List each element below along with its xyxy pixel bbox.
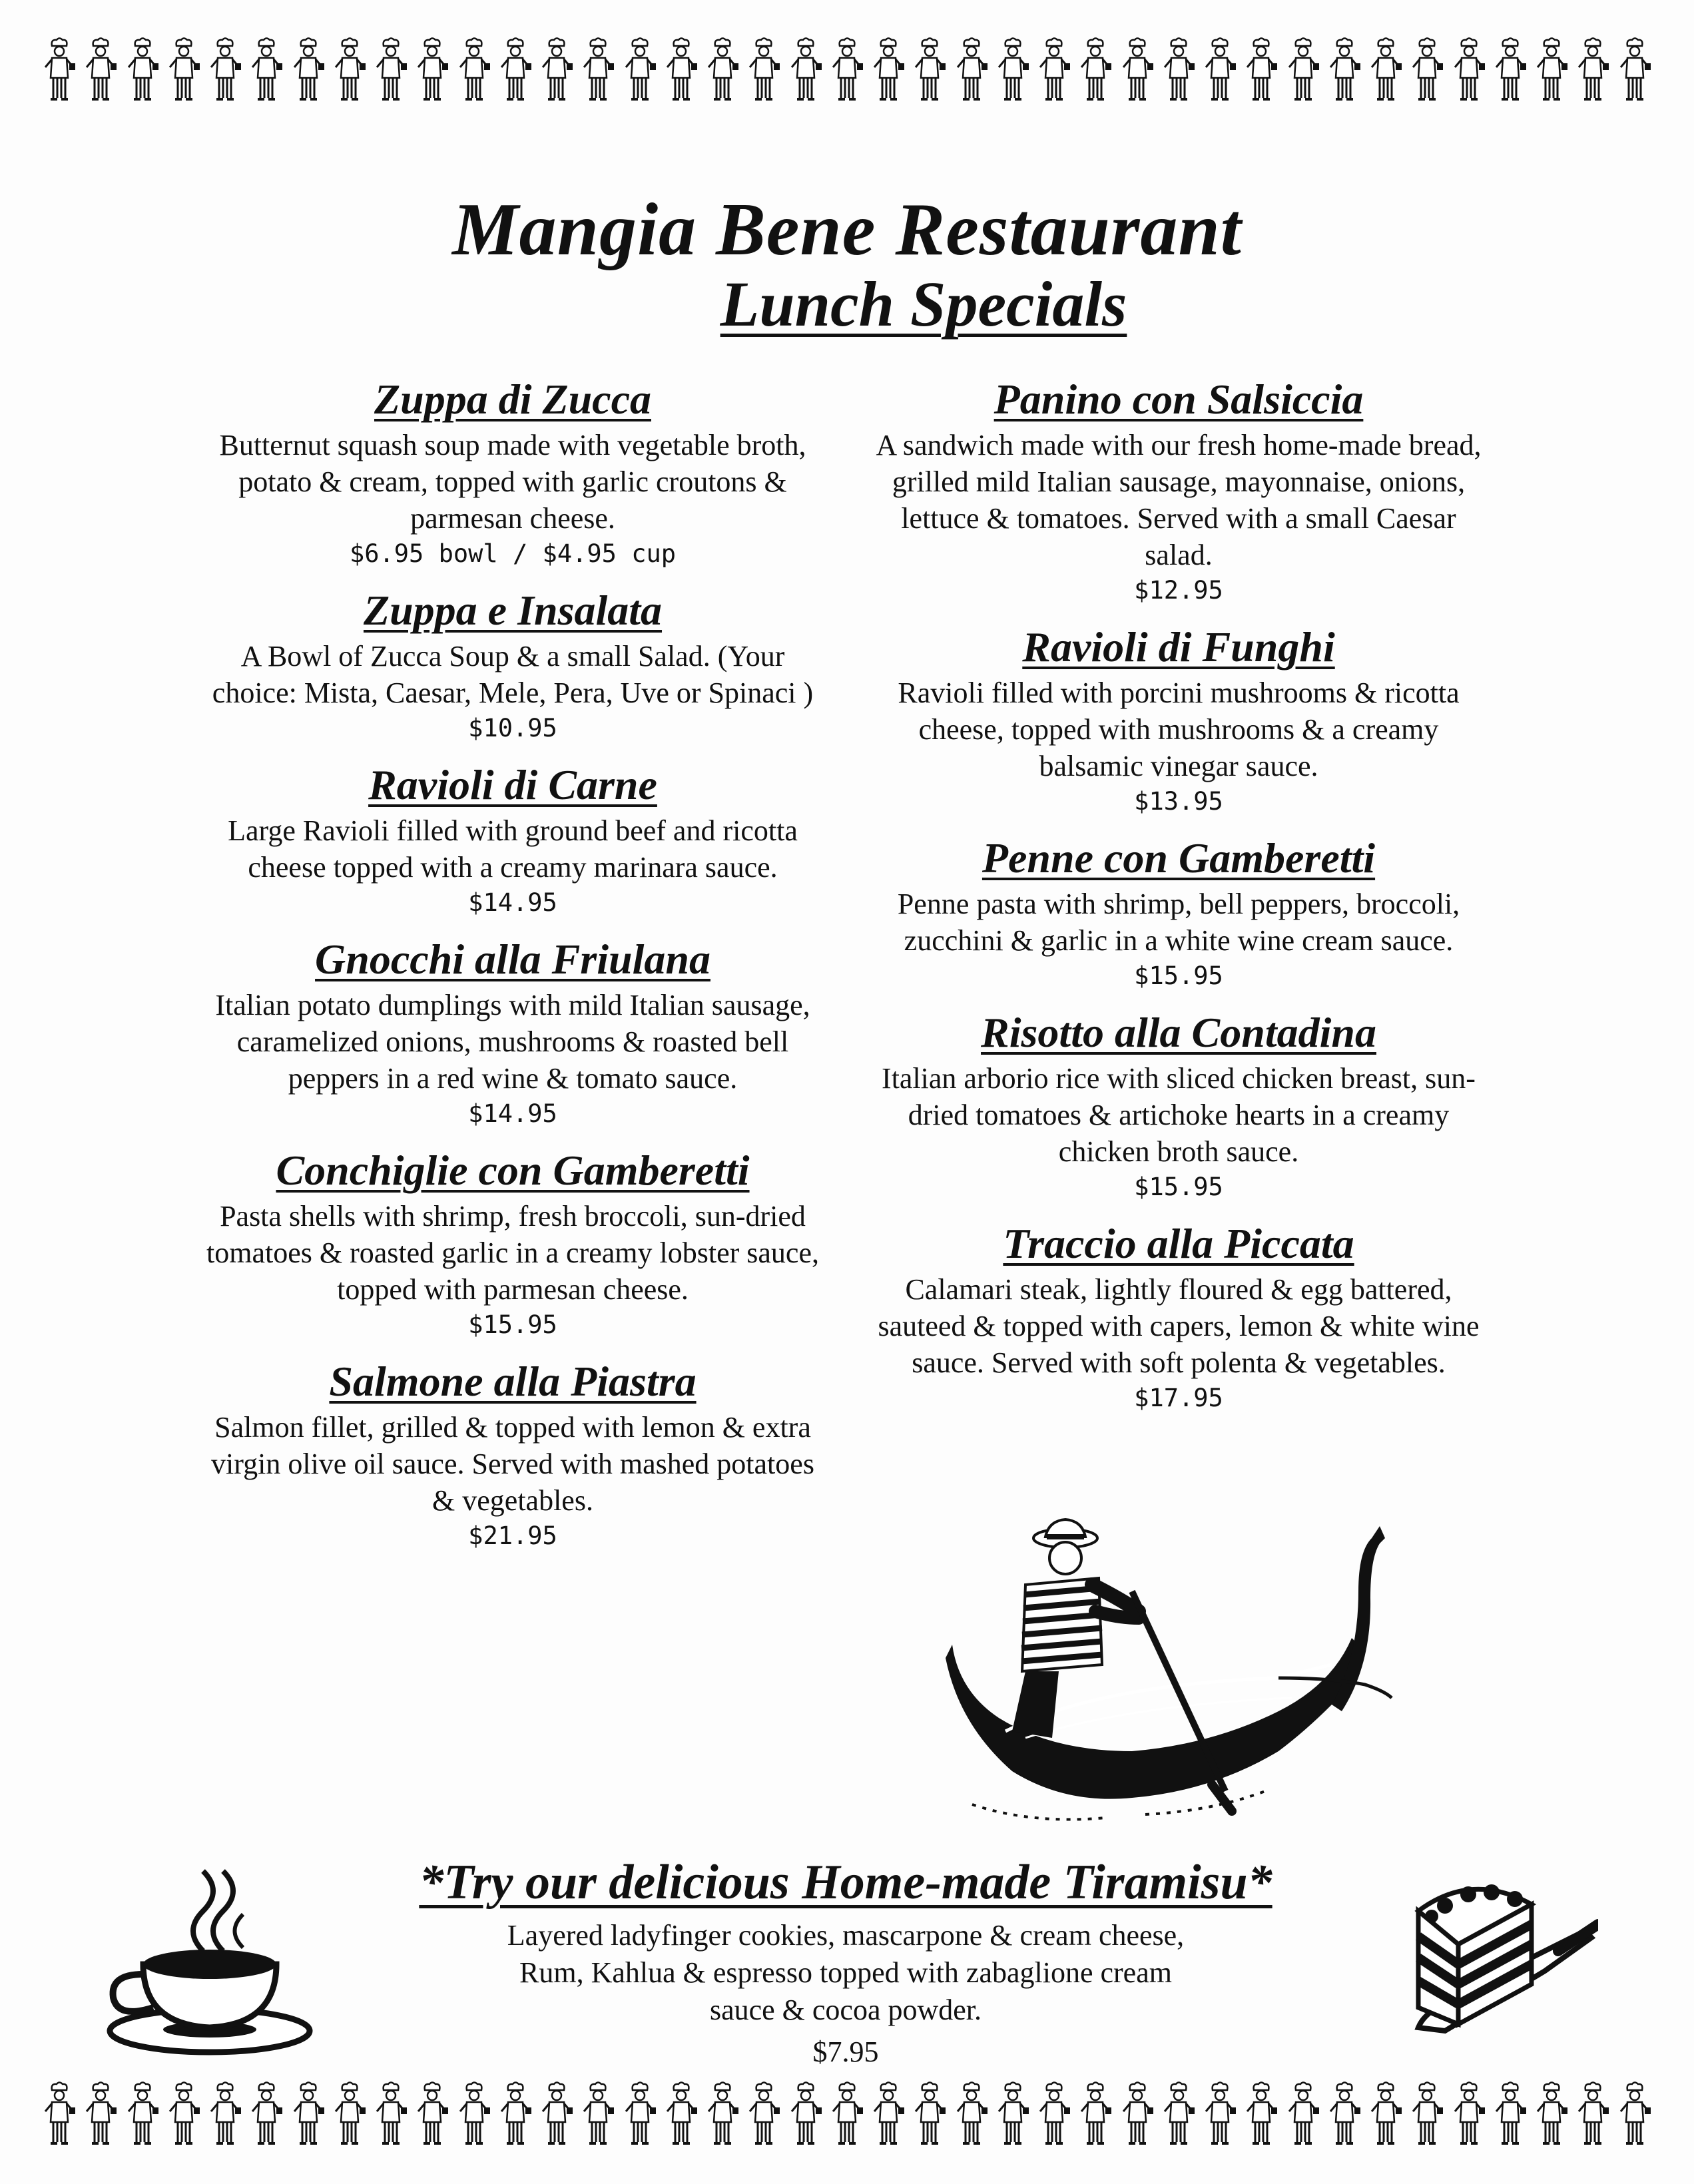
chef-figure-icon: [1366, 2081, 1405, 2147]
menu-item-price: $10.95: [468, 714, 557, 742]
chef-figure-icon: [372, 37, 410, 103]
chef-figure-icon: [1076, 2081, 1115, 2147]
chef-figure-icon: [1201, 37, 1239, 103]
chef-figure-icon: [1118, 37, 1157, 103]
menu-item-description: Large Ravioli filled with ground beef and ricotta cheese topped with a creamy marinara sauce.: [228, 814, 798, 884]
dessert-section: [306, 1854, 1385, 2073]
menu-item-name: Risotto alla Contadina: [981, 1009, 1376, 1056]
menu-item: [859, 376, 1498, 608]
chef-figure-icon: [952, 37, 991, 103]
chef-figure-icon: [662, 2081, 701, 2147]
chef-figure-icon: [744, 37, 783, 103]
menu-item-name: Traccio alla Piccata: [1003, 1220, 1354, 1267]
chef-figure-icon: [372, 2081, 410, 2147]
menu-item-description: A sandwich made with our fresh home-made bread, grilled mild Italian sausage, mayonnaise, onions, lettuce & tomatoes. Served with a small Caesar salad.: [876, 429, 1482, 571]
chef-figure-icon: [744, 2081, 783, 2147]
coffee-cup-icon: [103, 1864, 323, 2057]
chef-figure-icon: [289, 2081, 328, 2147]
chef-figure-icon: [1615, 37, 1654, 103]
menu-item-name: Zuppa di Zucca: [374, 376, 651, 423]
menu-item-description: A Bowl of Zucca Soup & a small Salad. (Your choice: Mista, Caesar, Mele, Pera, Uve or Spinaci ): [212, 640, 814, 709]
chef-figure-icon: [330, 37, 369, 103]
chef-figure-icon: [1201, 2081, 1239, 2147]
bottom-chef-border: [40, 2077, 1654, 2151]
menu-item: [193, 376, 832, 571]
chef-figure-icon: [910, 2081, 949, 2147]
chef-figure-icon: [579, 37, 617, 103]
chef-figure-icon: [413, 2081, 451, 2147]
chef-figure-icon: [455, 2081, 493, 2147]
chef-figure-icon: [579, 2081, 617, 2147]
menu-item-name: Conchiglie con Gamberetti: [276, 1147, 750, 1194]
chef-figure-icon: [123, 37, 162, 103]
menu-item-name: Ravioli di Carne: [368, 761, 657, 808]
menu-item-name: Zuppa e Insalata: [363, 587, 663, 634]
chef-figure-icon: [289, 37, 328, 103]
chef-figure-icon: [1532, 2081, 1571, 2147]
chef-figure-icon: [206, 37, 244, 103]
menu-item-name: Penne con Gamberetti: [982, 834, 1376, 882]
chef-figure-icon: [81, 2081, 120, 2147]
menu-item-name: Panino con Salsiccia: [993, 376, 1364, 423]
dessert-price: $7.95: [812, 2036, 879, 2068]
chef-figure-icon: [1573, 37, 1612, 103]
chef-figure-icon: [910, 37, 949, 103]
chef-figure-icon: [164, 37, 203, 103]
menu-item-price: $13.95: [1134, 787, 1223, 816]
chef-figure-icon: [40, 2081, 79, 2147]
menu-item-description: Pasta shells with shrimp, fresh broccoli, sun-dried tomatoes & roasted garlic in a creamy lobster sauce, topped with parmesan cheese.: [206, 1200, 819, 1306]
chef-figure-icon: [1532, 37, 1571, 103]
chef-figure-icon: [1615, 2081, 1654, 2147]
chef-figure-icon: [1118, 2081, 1157, 2147]
menu-item-description: Butternut squash soup made with vegetable broth, potato & cream, topped with garlic croutons & parmesan cheese.: [219, 429, 806, 535]
menu-item-price: $15.95: [468, 1310, 557, 1339]
chef-figure-icon: [123, 2081, 162, 2147]
chef-figure-icon: [1035, 2081, 1073, 2147]
chef-figure-icon: [330, 2081, 369, 2147]
menu-item-description: Penne pasta with shrimp, bell peppers, broccoli, zucchini & garlic in a white wine cream sauce.: [897, 888, 1460, 957]
menu-item-price: $15.95: [1134, 1173, 1223, 1201]
chef-figure-icon: [496, 2081, 535, 2147]
menu-item: [193, 762, 832, 920]
menu-item: [859, 835, 1498, 993]
chef-figure-icon: [828, 2081, 866, 2147]
chef-figure-icon: [1076, 37, 1115, 103]
chef-figure-icon: [455, 37, 493, 103]
menu-item-price: $21.95: [468, 1521, 557, 1550]
chef-figure-icon: [1325, 37, 1364, 103]
menu-item: [193, 1358, 832, 1553]
menu-item-description: Ravioli filled with porcini mushrooms & ricotta cheese, topped with mushrooms & a creamy balsamic vinegar sauce.: [898, 677, 1460, 782]
menu-item: [193, 936, 832, 1131]
chef-figure-icon: [1284, 2081, 1322, 2147]
chef-figure-icon: [1450, 37, 1488, 103]
chef-figure-icon: [1491, 2081, 1530, 2147]
chef-figure-icon: [869, 2081, 908, 2147]
menu-item: [859, 624, 1498, 819]
chef-figure-icon: [1035, 37, 1073, 103]
right-menu-column: [859, 376, 1498, 1432]
menu-header: [0, 190, 1694, 339]
menu-item-price: $15.95: [1134, 961, 1223, 990]
menu-item: [859, 1221, 1498, 1416]
chef-figure-icon: [206, 2081, 244, 2147]
chef-figure-icon: [1408, 37, 1446, 103]
chef-figure-icon: [993, 2081, 1032, 2147]
cake-slice-icon: [1378, 1858, 1598, 2051]
menu-item-price: $17.95: [1134, 1384, 1223, 1412]
menu-item-name: Ravioli di Funghi: [1022, 623, 1335, 671]
left-menu-column: [193, 376, 832, 1569]
chef-figure-icon: [869, 37, 908, 103]
gondola-icon: [932, 1511, 1398, 1831]
chef-figure-icon: [1491, 37, 1530, 103]
menu-item-price: $14.95: [468, 1099, 557, 1128]
chef-figure-icon: [164, 2081, 203, 2147]
chef-figure-icon: [1159, 37, 1198, 103]
menu-item-price: $12.95: [1134, 576, 1223, 605]
menu-item-price: $6.95 bowl / $4.95 cup: [349, 539, 677, 568]
chef-figure-icon: [828, 37, 866, 103]
chef-figure-icon: [1284, 37, 1322, 103]
chef-figure-icon: [1408, 2081, 1446, 2147]
menu-item-description: Italian potato dumplings with mild Italian sausage, caramelized onions, mushrooms & roasted bell peppers in a red wine & tomato sauce.: [215, 989, 810, 1095]
chef-figure-icon: [786, 2081, 825, 2147]
chef-figure-icon: [1573, 2081, 1612, 2147]
chef-figure-icon: [662, 37, 701, 103]
chef-figure-icon: [40, 37, 79, 103]
menu-subtitle: Lunch Specials: [720, 268, 1127, 340]
menu-item-description: Calamari steak, lightly floured & egg battered, sauteed & topped with capers, lemon & white wine sauce. Served with soft polenta & vegetables.: [878, 1273, 1480, 1379]
menu-item-name: Gnocchi alla Friulana: [315, 936, 710, 983]
chef-figure-icon: [993, 37, 1032, 103]
dessert-desc-line-2: Rum, Kahlua & espresso topped with zabaglione cream: [519, 1956, 1172, 1989]
chef-figure-icon: [1242, 2081, 1280, 2147]
chef-figure-icon: [1450, 2081, 1488, 2147]
chef-figure-icon: [786, 37, 825, 103]
chef-figure-icon: [1366, 37, 1405, 103]
chef-figure-icon: [703, 2081, 742, 2147]
chef-figure-icon: [1325, 2081, 1364, 2147]
chef-figure-icon: [621, 2081, 659, 2147]
chef-figure-icon: [621, 37, 659, 103]
chef-figure-icon: [537, 37, 576, 103]
top-chef-border: [40, 33, 1654, 107]
chef-figure-icon: [496, 37, 535, 103]
chef-figure-icon: [1159, 2081, 1198, 2147]
menu-item-price: $14.95: [468, 888, 557, 917]
menu-item: [193, 587, 832, 746]
chef-figure-icon: [81, 37, 120, 103]
dessert-desc-line-1: Layered ladyfinger cookies, mascarpone & cream cheese,: [507, 1919, 1185, 1952]
chef-figure-icon: [537, 2081, 576, 2147]
menu-item-name: Salmone alla Piastra: [329, 1358, 697, 1405]
menu-item: [193, 1147, 832, 1342]
chef-figure-icon: [413, 37, 451, 103]
chef-figure-icon: [703, 37, 742, 103]
dessert-desc-line-3: sauce & cocoa powder.: [709, 1994, 982, 2026]
menu-item: [859, 1009, 1498, 1205]
restaurant-title: Mangia Bene Restaurant: [452, 188, 1242, 271]
menu-item-description: Salmon fillet, grilled & topped with lemon & extra virgin olive oil sauce. Served with mashed potatoes & vegetables.: [211, 1411, 814, 1517]
chef-figure-icon: [952, 2081, 991, 2147]
chef-figure-icon: [1242, 37, 1280, 103]
chef-figure-icon: [247, 2081, 286, 2147]
chef-figure-icon: [247, 37, 286, 103]
dessert-title: *Try our delicious Home-made Tiramisu*: [419, 1855, 1272, 1910]
menu-item-description: Italian arborio rice with sliced chicken breast, sun-dried tomatoes & artichoke hearts in a creamy chicken broth sauce.: [882, 1062, 1476, 1168]
